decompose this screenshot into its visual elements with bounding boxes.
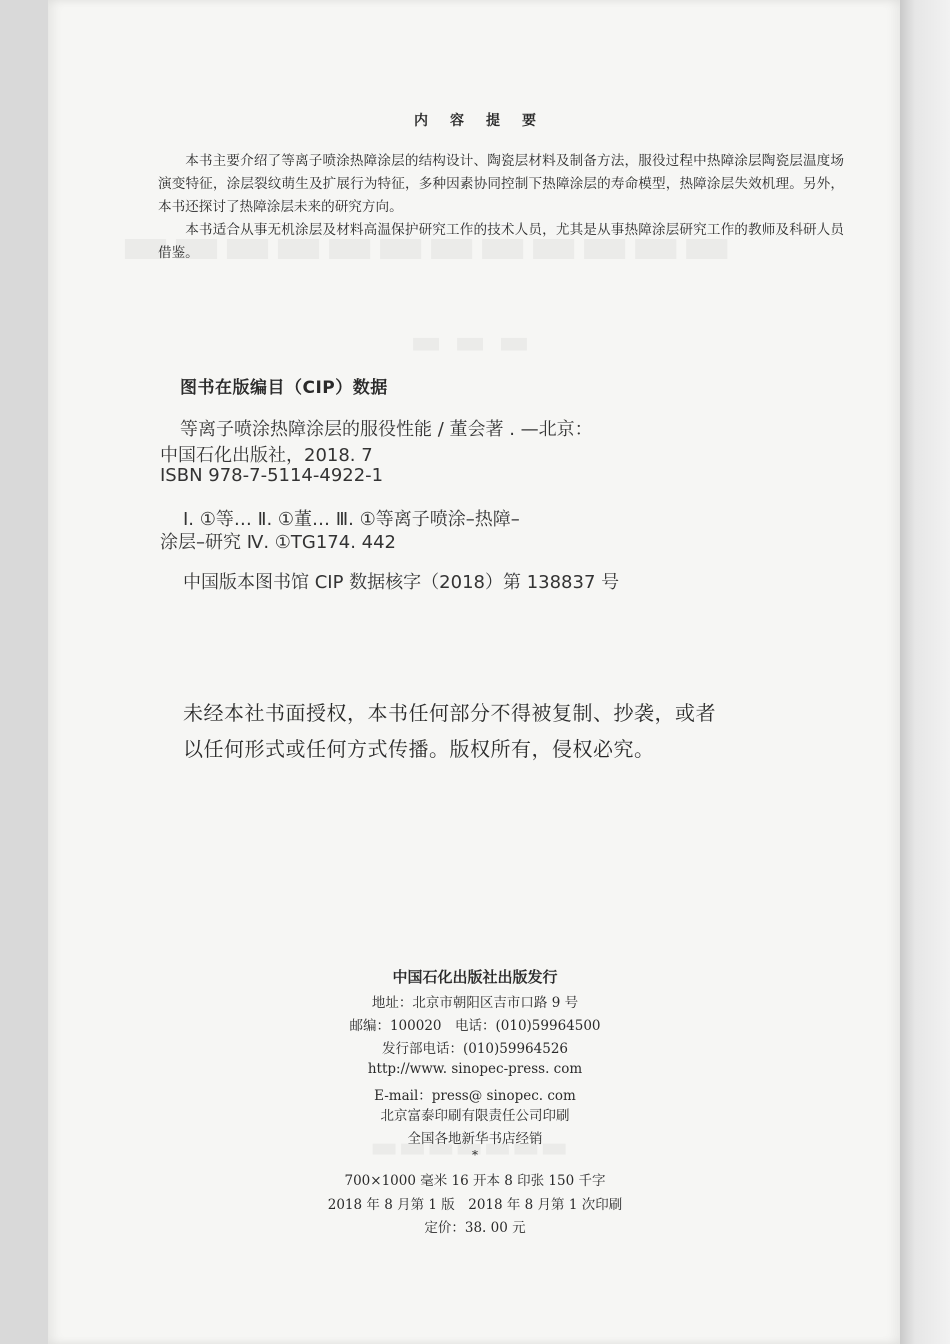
- cip-record-line: 中国版本图书馆 CIP 数据核字（2018）第 138837 号: [183, 572, 620, 593]
- cip-title-line: 等离子喷涂热障涂层的服役性能 / 董会著 . —北京：: [180, 419, 593, 440]
- publisher-email: E-mail：press@ sinopec. com: [374, 1088, 576, 1104]
- copyright-notice-line: 未经本社书面授权，本书任何部分不得被复制、抄袭，或者: [183, 701, 716, 725]
- cip-classification-line: Ⅰ. ①等… Ⅱ. ①董… Ⅲ. ①等离子喷涂–热障–: [183, 509, 520, 530]
- price-line: 定价：38. 00 元: [424, 1220, 526, 1236]
- publisher-postcode-phone: 邮编：100020 电话：(010)59964500: [349, 1018, 601, 1034]
- publisher-address: 地址：北京市朝阳区吉市口路 9 号: [371, 995, 579, 1011]
- summary-paragraph: 本书适合从事无机涂层及材料高温保护研究工作的技术人员，尤其是从事热障涂层研究工作的教师及科研人员借鉴。: [158, 222, 844, 261]
- copyright-notice-line: 以任何形式或任何方式传播。版权所有，侵权必究。: [183, 737, 655, 761]
- summary-paragraph: 本书主要介绍了等离子喷涂热障涂层的结构设计、陶瓷层材料及制备方法，服役过程中热障涂层陶瓷层温度场演变特征，涂层裂纹萌生及扩展行为特征，多种因素协同控制下热障涂层的寿命模型，热障涂层失效机理。另外，本书还探讨了热障涂层未来的研究方向。: [158, 153, 844, 215]
- publisher-website: http://www. sinopec-press. com: [367, 1061, 583, 1077]
- distributor-line: 全国各地新华书店经销: [407, 1131, 543, 1147]
- printer-line: 北京富泰印刷有限责任公司印刷: [380, 1108, 570, 1124]
- summary-text: [158, 150, 844, 265]
- cip-publisher-line: 中国石化出版社，2018. 7: [160, 445, 373, 466]
- cip-heading: 图书在版编目（CIP）数据: [180, 378, 388, 398]
- format-line: 700×1000 毫米 16 开本 8 印张 150 千字: [344, 1173, 606, 1189]
- publisher-distribution-phone: 发行部电话：(010)59964526: [381, 1041, 568, 1057]
- summary-title: 内容提要: [414, 113, 558, 129]
- publisher-name: 中国石化出版社出版发行: [392, 968, 558, 986]
- cip-isbn-line: ISBN 978-7-5114-4922-1: [160, 465, 384, 486]
- edition-line: 2018 年 8 月第 1 版 2018 年 8 月第 1 次印刷: [327, 1197, 623, 1213]
- separator-asterisk: *: [472, 1148, 478, 1162]
- cip-classification-line: 涂层–研究 Ⅳ. ①TG174. 442: [160, 532, 397, 553]
